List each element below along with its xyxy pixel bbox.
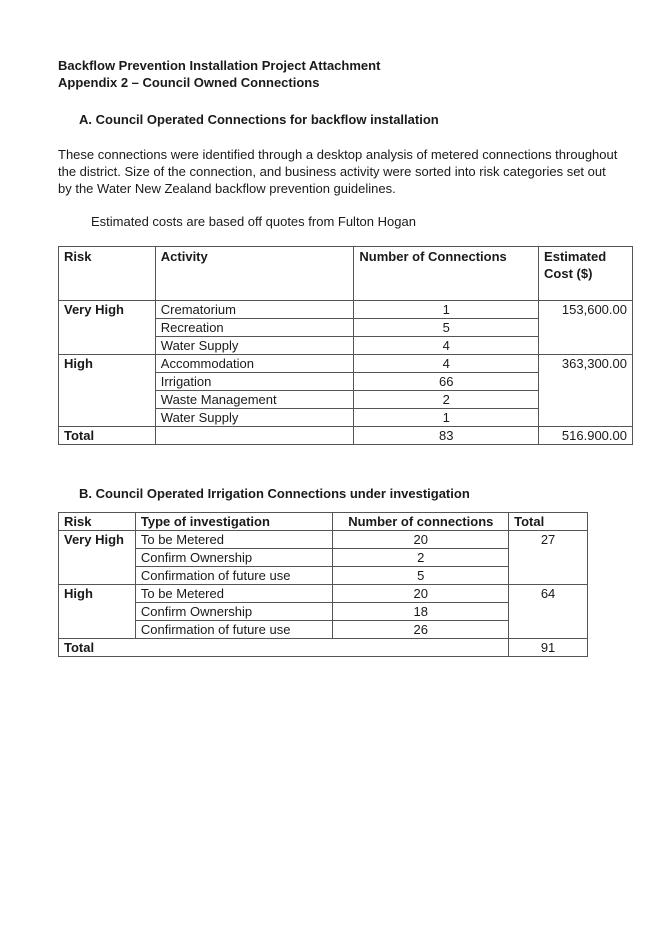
activity-cell: Water Supply bbox=[155, 409, 354, 427]
count-cell: 20 bbox=[333, 585, 509, 603]
risk-very-high: Very High bbox=[59, 301, 156, 355]
type-cell: To be Metered bbox=[135, 585, 333, 603]
document-title: Backflow Prevention Installation Project Attachment bbox=[58, 58, 381, 73]
count-cell: 4 bbox=[354, 337, 539, 355]
activity-cell: Accommodation bbox=[155, 355, 354, 373]
header-type-of-investigation: Type of investigation bbox=[135, 513, 333, 531]
table-row bbox=[59, 549, 588, 567]
count-cell: 18 bbox=[333, 603, 509, 621]
table-header-row bbox=[59, 513, 588, 531]
total-label: Total bbox=[59, 427, 156, 445]
risk-high: High bbox=[59, 585, 136, 639]
table-row bbox=[59, 531, 588, 549]
total-value: 91 bbox=[509, 639, 588, 657]
table-total-row bbox=[59, 639, 588, 657]
count-cell: 5 bbox=[354, 319, 539, 337]
risk-high: High bbox=[59, 355, 156, 427]
header-risk: Risk bbox=[59, 513, 136, 531]
header-number-of-connections: Number of connections bbox=[333, 513, 509, 531]
count-cell: 5 bbox=[333, 567, 509, 585]
count-cell: 20 bbox=[333, 531, 509, 549]
table-row bbox=[59, 355, 633, 373]
cost-note: Estimated costs are based off quotes from Fulton Hogan bbox=[91, 214, 416, 229]
section-a-heading: A. Council Operated Connections for backflow installation bbox=[79, 112, 439, 127]
total-high: 64 bbox=[509, 585, 588, 639]
count-cell: 2 bbox=[354, 391, 539, 409]
total-label: Total bbox=[59, 639, 509, 657]
table-header-row bbox=[59, 247, 633, 301]
appendix-title: Appendix 2 – Council Owned Connections bbox=[58, 75, 320, 90]
section-a-intro: These connections were identified through a desktop analysis of metered connections throughout the district. Size of the connection, and business activity were sorted into risk categories set out by the Water New Zealand backflow prevention guidelines. bbox=[58, 147, 618, 196]
count-cell: 26 bbox=[333, 621, 509, 639]
header-total: Total bbox=[509, 513, 588, 531]
activity-cell: Water Supply bbox=[155, 337, 354, 355]
activity-cell: Irrigation bbox=[155, 373, 354, 391]
section-b-heading: B. Council Operated Irrigation Connections under investigation bbox=[79, 486, 470, 501]
empty-cell bbox=[155, 427, 354, 445]
header-risk: Risk bbox=[59, 247, 156, 301]
irrigation-investigation-table bbox=[58, 512, 588, 657]
count-cell: 2 bbox=[333, 549, 509, 567]
header-activity: Activity bbox=[155, 247, 354, 301]
header-estimated-cost: Estimated Cost ($) bbox=[539, 247, 633, 301]
count-cell: 1 bbox=[354, 409, 539, 427]
table-row bbox=[59, 621, 588, 639]
type-cell: Confirmation of future use bbox=[135, 621, 333, 639]
total-very-high: 27 bbox=[509, 531, 588, 585]
type-cell: Confirmation of future use bbox=[135, 567, 333, 585]
activity-cell: Crematorium bbox=[155, 301, 354, 319]
type-cell: Confirm Ownership bbox=[135, 549, 333, 567]
document-page bbox=[58, 57, 627, 657]
table-row bbox=[59, 301, 633, 319]
type-cell: Confirm Ownership bbox=[135, 603, 333, 621]
header-number-of-connections: Number of Connections bbox=[354, 247, 539, 301]
count-cell: 4 bbox=[354, 355, 539, 373]
activity-cell: Waste Management bbox=[155, 391, 354, 409]
total-count: 83 bbox=[354, 427, 539, 445]
activity-cell: Recreation bbox=[155, 319, 354, 337]
count-cell: 1 bbox=[354, 301, 539, 319]
table-row bbox=[59, 603, 588, 621]
total-cost: 516.900.00 bbox=[539, 427, 633, 445]
cost-very-high: 153,600.00 bbox=[539, 301, 633, 355]
cost-high: 363,300.00 bbox=[539, 355, 633, 427]
table-row bbox=[59, 567, 588, 585]
risk-very-high: Very High bbox=[59, 531, 136, 585]
count-cell: 66 bbox=[354, 373, 539, 391]
council-connections-table bbox=[58, 246, 633, 445]
type-cell: To be Metered bbox=[135, 531, 333, 549]
table-total-row bbox=[59, 427, 633, 445]
table-row bbox=[59, 585, 588, 603]
